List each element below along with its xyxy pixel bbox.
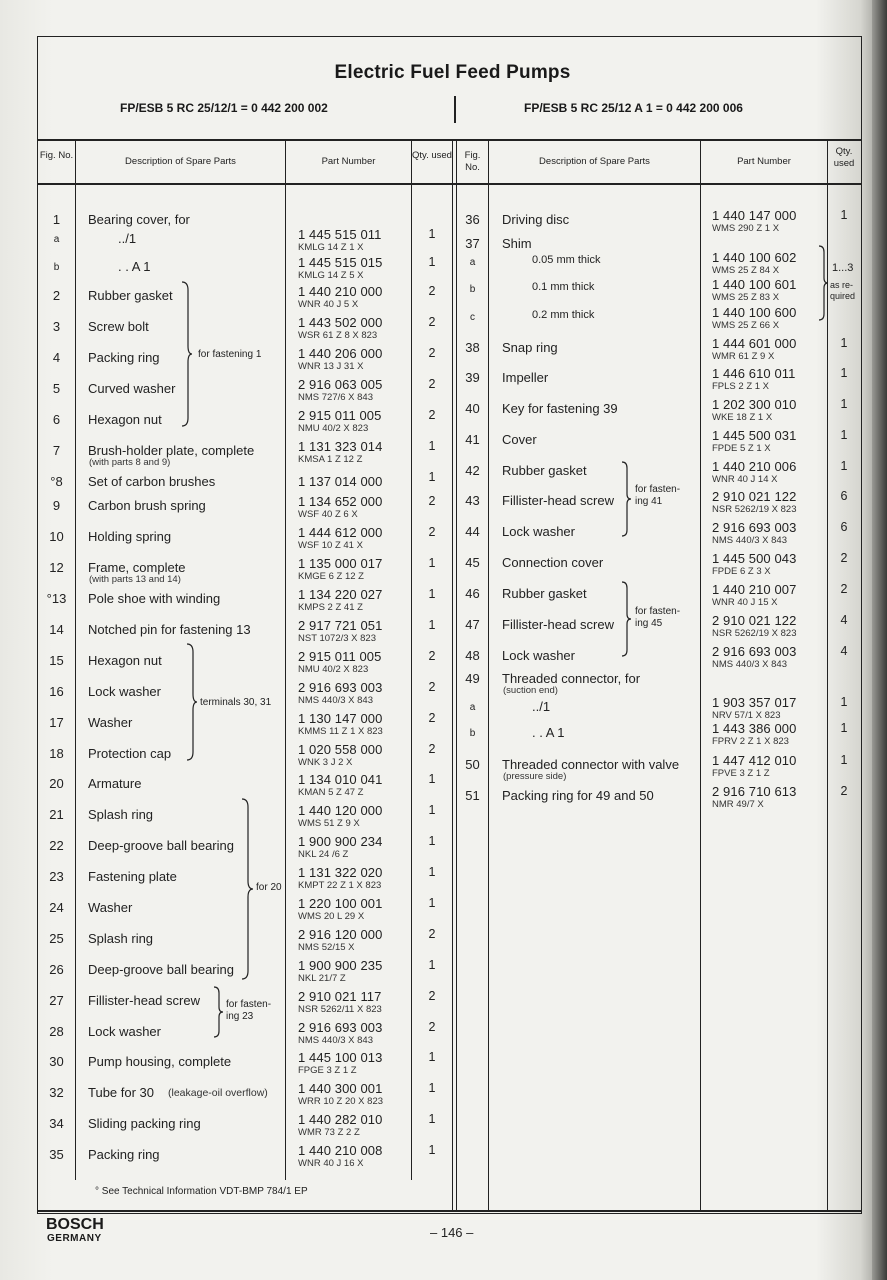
part-number: 1 444 612 000: [298, 525, 383, 540]
part-number: 1 443 502 000: [298, 315, 383, 330]
part-description: Snap ring: [502, 340, 558, 355]
fig-number: °13: [46, 591, 67, 606]
qty-used: 2: [840, 551, 848, 565]
part-code: WMS 25 Z 84 X: [712, 265, 780, 276]
qty-used: 1: [428, 958, 436, 972]
part-number: 1 020 558 000: [298, 742, 383, 757]
fig-number: 23: [49, 869, 64, 884]
part-code: NMS 440/3 X 843: [298, 695, 373, 706]
part-number: 1 440 100 601: [712, 277, 797, 292]
qty-used: 1: [428, 1081, 436, 1095]
part-description: Washer: [88, 900, 133, 915]
fig-number: 6: [52, 412, 61, 427]
fig-number: 7: [52, 443, 61, 458]
part-number: 1 130 147 000: [298, 711, 383, 726]
qty-used: 1: [840, 695, 848, 709]
part-number: 1 900 900 234: [298, 834, 383, 849]
part-description: Hexagon nut: [88, 653, 162, 668]
header-description-right: Description of Spare Parts: [539, 156, 650, 167]
part-description: Sliding packing ring: [88, 1116, 201, 1131]
part-description: Frame, complete: [88, 560, 186, 575]
part-description: Rubber gasket: [88, 288, 173, 303]
fig-number: °8: [50, 474, 63, 489]
part-number: 1 134 220 027: [298, 587, 383, 602]
qty-used: 2: [840, 784, 848, 798]
qty-used: 2: [428, 680, 436, 694]
part-description: Set of carbon brushes: [88, 474, 216, 489]
header-fig-no-left: Fig. No.: [39, 150, 74, 161]
fig-number: a: [469, 702, 476, 713]
part-description: ../1: [118, 231, 137, 246]
part-description: Bearing cover, for: [88, 212, 190, 227]
header-qty-left: Qty. used: [412, 150, 452, 161]
part-code: NMS 440/3 X 843: [298, 1035, 373, 1046]
qty-used: 1: [428, 1050, 436, 1064]
fig-number: c: [470, 312, 475, 323]
part-code: FPRV 2 Z 1 X 823: [712, 736, 789, 747]
qty-used: 1: [840, 753, 848, 767]
qty-used: 2: [428, 408, 436, 422]
brand-logo: BOSCH: [46, 1216, 104, 1233]
part-number: 2 910 021 117: [298, 989, 382, 1004]
part-number: 2 916 063 005: [298, 377, 383, 392]
fig-number: 40: [465, 401, 480, 416]
part-number: 2 916 693 003: [298, 1020, 383, 1035]
qty-used: 1: [428, 1112, 436, 1126]
fig-number: 21: [49, 807, 64, 822]
part-code: FPDE 5 Z 1 X: [712, 443, 771, 454]
part-code: WMS 20 L 29 X: [298, 911, 365, 922]
fig-number: 2: [52, 288, 61, 303]
part-number: 1 202 300 010: [712, 397, 797, 412]
part-number: 1 440 210 008: [298, 1143, 383, 1158]
fig-number: 24: [49, 900, 64, 915]
part-code: WMS 25 Z 83 X: [712, 292, 780, 303]
part-number: 1 131 323 014: [298, 439, 383, 454]
part-code: NKL 24 /6 Z: [298, 849, 349, 860]
qty-used: 1: [428, 255, 436, 269]
part-number: 1 444 601 000: [712, 336, 797, 351]
part-number: 1 440 147 000: [712, 208, 797, 223]
part-description: 0.2 mm thick: [532, 309, 595, 321]
fig-number: b: [469, 284, 476, 295]
fig-number: 42: [465, 463, 480, 478]
part-number: 1 440 210 006: [712, 459, 797, 474]
part-description: 0.05 mm thick: [532, 254, 601, 266]
part-description: Curved washer: [88, 381, 176, 396]
fig-number: 41: [465, 432, 480, 447]
qty-used: 1: [840, 336, 848, 350]
part-description: Threaded connector with valve: [502, 757, 680, 772]
part-code: WRR 10 Z 20 X 823: [298, 1096, 384, 1107]
part-number: 1 137 014 000: [298, 474, 383, 489]
part-code: NST 1072/3 X 823: [298, 633, 376, 644]
fig-number: 10: [49, 529, 64, 544]
part-description: Lock washer: [502, 524, 575, 539]
part-code: KMPS 2 Z 41 Z: [298, 602, 363, 613]
part-code: WKE 18 Z 1 X: [712, 412, 773, 423]
fig-number: 3: [52, 319, 61, 334]
fig-number: 26: [49, 962, 64, 977]
part-code: NMS 52/15 X: [298, 942, 355, 953]
group-label-fasten-23: for fasten- ing 23: [226, 999, 272, 1022]
part-description: Holding spring: [88, 529, 172, 544]
part-code: FPGE 3 Z 1 Z: [298, 1065, 357, 1076]
part-number: 1 440 282 010: [298, 1112, 383, 1127]
page-number: – 146 –: [430, 1225, 474, 1240]
part-code: NKL 21/7 Z: [298, 973, 346, 984]
qty-used: 1: [840, 366, 848, 380]
part-description: Deep-groove ball bearing: [88, 962, 234, 977]
part-number: 2 915 011 005: [298, 408, 382, 423]
shim-qty: 1...3: [832, 262, 854, 274]
part-number: 1 445 500 031: [712, 428, 797, 443]
part-description: Brush-holder plate, complete: [88, 443, 255, 458]
part-code: FPLS 2 Z 1 X: [712, 381, 770, 392]
part-code: FPVE 3 Z 1 Z: [712, 768, 770, 779]
part-description: Driving disc: [502, 212, 570, 227]
brace-shim: [817, 244, 829, 322]
group-label-fastening-1: for fastening 1: [198, 349, 262, 360]
qty-used: 1: [840, 721, 848, 735]
qty-used: 1: [428, 803, 436, 817]
fig-number: 45: [465, 555, 480, 570]
qty-used: 1: [428, 1143, 436, 1157]
part-description: Splash ring: [88, 931, 154, 946]
fig-number: 30: [49, 1054, 64, 1069]
qty-used: 2: [428, 742, 436, 756]
brace-for-20: [240, 797, 254, 983]
brace-fasten-41: [620, 460, 632, 538]
part-code: NMS 440/3 X 843: [712, 659, 787, 670]
part-description: Washer: [88, 715, 133, 730]
qty-used: 1: [840, 459, 848, 473]
part-description: Protection cap: [88, 746, 172, 761]
col-line: [700, 140, 701, 1212]
fig-number: a: [53, 234, 60, 245]
part-number: 2 915 011 005: [298, 649, 382, 664]
part-description: Tube for 30: [88, 1085, 155, 1100]
part-code: NMR 49/7 X: [712, 799, 764, 810]
part-description: Pole shoe with winding: [88, 591, 221, 606]
fig-number: 15: [49, 653, 64, 668]
fig-number: 49: [465, 671, 480, 686]
part-code: NMS 440/3 X 843: [712, 535, 787, 546]
fig-number: 50: [465, 757, 480, 772]
part-description: Packing ring for 49 and 50: [502, 788, 654, 803]
qty-used: 2: [428, 525, 436, 539]
qty-used: 1: [428, 772, 436, 786]
part-number: 1 440 206 000: [298, 346, 383, 361]
header-qty-right: Qty. used: [833, 146, 855, 169]
brace-fastening-1: [180, 280, 192, 430]
part-description-note: (pressure side): [503, 771, 567, 782]
fig-number: 5: [52, 381, 61, 396]
part-code: WSF 40 Z 6 X: [298, 509, 358, 520]
part-description: Fillister-head screw: [88, 993, 200, 1008]
qty-used: 2: [428, 494, 436, 508]
part-description: Pump housing, complete: [88, 1054, 232, 1069]
qty-used: 2: [428, 315, 436, 329]
part-code: WNR 13 J 31 X: [298, 361, 364, 372]
part-description: Rubber gasket: [502, 586, 587, 601]
part-code: KMPT 22 Z 1 X 823: [298, 880, 382, 891]
col-line: [285, 140, 286, 1180]
group-label-fasten-45: for fasten- ing 45: [635, 606, 681, 629]
qty-used: 4: [840, 644, 848, 658]
fig-number: 4: [52, 350, 61, 365]
part-description: Screw bolt: [88, 319, 149, 334]
part-description: Packing ring: [88, 1147, 160, 1162]
header-bottom-rule: [38, 183, 861, 185]
fig-number: 39: [465, 370, 480, 385]
group-label-fasten-41: for fasten- ing 41: [635, 484, 681, 507]
part-code: NRV 57/1 X 823: [712, 710, 781, 721]
qty-used: 1: [428, 556, 436, 570]
part-code: KMMS 11 Z 1 X 823: [298, 726, 383, 737]
qty-used: 1: [840, 208, 848, 222]
fig-number: 9: [52, 498, 61, 513]
part-number: 1 903 357 017: [712, 695, 797, 710]
header-top-rule: [38, 139, 861, 141]
fig-number: b: [53, 262, 60, 273]
fig-number: 22: [49, 838, 64, 853]
part-number: 2 910 021 122: [712, 489, 797, 504]
fig-number: 36: [465, 212, 480, 227]
part-description: Lock washer: [88, 1024, 161, 1039]
shim-qty-note: as re- quired: [830, 280, 856, 301]
part-description-note: (with parts 13 and 14): [89, 574, 181, 585]
part-description: . . A 1: [118, 259, 151, 274]
brace-terminals: [185, 642, 197, 764]
brand-country: GERMANY: [47, 1233, 102, 1244]
part-description: . . A 1: [532, 725, 565, 740]
part-code: NMS 727/6 X 843: [298, 392, 373, 403]
qty-used: 2: [428, 927, 436, 941]
part-code: KMLG 14 Z 1 X: [298, 242, 364, 253]
part-number: 1 440 210 007: [712, 582, 797, 597]
part-code: KMGE 6 Z 12 Z: [298, 571, 364, 582]
col-line: [452, 140, 453, 1212]
brace-fasten-23: [212, 985, 224, 1039]
part-description: Lock washer: [88, 684, 161, 699]
fig-number: 51: [465, 788, 480, 803]
fig-number: 20: [49, 776, 64, 791]
part-code: WNK 3 J 2 X: [298, 757, 353, 768]
fig-number: a: [469, 257, 476, 268]
part-description: Fillister-head screw: [502, 617, 614, 632]
part-number: 1 131 322 020: [298, 865, 383, 880]
header-part-number-left: Part Number: [321, 156, 376, 167]
subtitle-left: FP/ESB 5 RC 25/12/1 = 0 442 200 002: [120, 101, 328, 115]
fig-number: 34: [49, 1116, 64, 1131]
fig-number: 44: [465, 524, 480, 539]
fig-number: 16: [49, 684, 64, 699]
part-description: Notched pin for fastening 13: [88, 622, 251, 637]
qty-used: 2: [428, 346, 436, 360]
part-number: 2 917 721 051: [298, 618, 383, 633]
fig-number: 17: [49, 715, 64, 730]
part-code: NMU 40/2 X 823: [298, 423, 369, 434]
qty-used: 2: [428, 377, 436, 391]
part-number: 2 916 120 000: [298, 927, 383, 942]
fig-number: 38: [465, 340, 480, 355]
part-description: Fastening plate: [88, 869, 177, 884]
brace-fasten-45: [620, 580, 632, 658]
part-code: KMAN 5 Z 47 Z: [298, 787, 364, 798]
qty-used: 2: [428, 649, 436, 663]
part-code: WSF 10 Z 41 X: [298, 540, 363, 551]
part-description: Deep-groove ball bearing: [88, 838, 234, 853]
qty-used: 1: [428, 587, 436, 601]
part-code: FPDE 6 Z 3 X: [712, 566, 771, 577]
header-fig-no-right: Fig. No.: [464, 150, 481, 173]
fig-number: 28: [49, 1024, 64, 1039]
qty-used: 6: [840, 489, 848, 503]
header-description-left: Description of Spare Parts: [125, 156, 236, 167]
page-title: Electric Fuel Feed Pumps: [334, 62, 571, 83]
part-number: 1 445 100 013: [298, 1050, 383, 1065]
fig-number: 37: [465, 236, 480, 251]
fig-number: b: [469, 728, 476, 739]
page-edge-shadow: [872, 0, 887, 1280]
part-code: WNR 40 J 5 X: [298, 299, 359, 310]
part-description-note: (leakage-oil overflow): [168, 1087, 268, 1099]
qty-used: 2: [428, 1020, 436, 1034]
part-description: Lock washer: [502, 648, 575, 663]
part-number: 1 445 515 011: [298, 227, 382, 242]
part-code: WMS 25 Z 66 X: [712, 320, 780, 331]
part-number: 1 440 210 000: [298, 284, 383, 299]
fig-number: 47: [465, 617, 480, 632]
part-description: Key for fastening 39: [502, 401, 618, 416]
part-description: Threaded connector, for: [502, 671, 641, 686]
qty-used: 2: [840, 582, 848, 596]
part-description: Armature: [88, 776, 142, 791]
part-number: 1 446 610 011: [712, 366, 796, 381]
part-description: Splash ring: [88, 807, 154, 822]
qty-used: 1: [428, 865, 436, 879]
footnote: ° See Technical Information VDT-BMP 784/1 EP: [95, 1186, 308, 1197]
header-part-number-right: Part Number: [737, 156, 791, 167]
part-code: NSR 5262/11 X 823: [298, 1004, 382, 1015]
part-number: 2 916 710 613: [712, 784, 797, 799]
part-code: WSR 61 Z 8 X 823: [298, 330, 378, 341]
part-code: NSR 5262/19 X 823: [712, 628, 797, 639]
part-number: 1 134 010 041: [298, 772, 383, 787]
group-label-terminals: terminals 30, 31: [200, 697, 272, 708]
fig-number: 27: [49, 993, 64, 1008]
qty-used: 1: [428, 439, 436, 453]
part-description: Packing ring: [88, 350, 160, 365]
part-description: Connection cover: [502, 555, 604, 570]
part-description-note: (with parts 8 and 9): [89, 457, 171, 468]
part-number: 2 910 021 122: [712, 613, 797, 628]
fig-number: 1: [52, 212, 61, 227]
fig-number: 14: [49, 622, 64, 637]
part-code: KMLG 14 Z 5 X: [298, 270, 364, 281]
qty-used: 2: [428, 711, 436, 725]
group-label-for-20: for 20: [256, 882, 282, 893]
part-number: 1 440 100 600: [712, 305, 797, 320]
fig-number: 48: [465, 648, 480, 663]
part-description: Hexagon nut: [88, 412, 162, 427]
part-code: WNR 40 J 15 X: [712, 597, 778, 608]
part-description: Shim: [502, 236, 532, 251]
qty-used: 2: [428, 284, 436, 298]
part-number: 1 440 300 001: [298, 1081, 383, 1096]
part-number: 2 916 693 003: [298, 680, 383, 695]
part-number: 1 445 515 015: [298, 255, 383, 270]
part-number: 1 447 412 010: [712, 753, 797, 768]
part-code: WNR 40 J 16 X: [298, 1158, 364, 1169]
qty-used: 1: [428, 470, 436, 484]
qty-used: 1: [428, 227, 436, 241]
qty-used: 6: [840, 520, 848, 534]
part-description: Impeller: [502, 370, 549, 385]
part-description: Rubber gasket: [502, 463, 587, 478]
part-description: Cover: [502, 432, 537, 447]
subtitle-divider: [454, 96, 456, 123]
part-number: 1 443 386 000: [712, 721, 797, 736]
fig-number: 43: [465, 493, 480, 508]
part-description: Fillister-head screw: [502, 493, 614, 508]
bottom-rule: [38, 1210, 861, 1212]
subtitle-right: FP/ESB 5 RC 25/12 A 1 = 0 442 200 006: [524, 101, 743, 115]
part-number: 1 440 120 000: [298, 803, 383, 818]
fig-number: 25: [49, 931, 64, 946]
part-description: 0.1 mm thick: [532, 281, 595, 293]
part-code: WMS 51 Z 9 X: [298, 818, 360, 829]
part-number: 2 916 693 003: [712, 520, 797, 535]
part-number: 1 134 652 000: [298, 494, 383, 509]
part-code: WMR 73 Z 2 Z: [298, 1127, 360, 1138]
part-code: NMU 40/2 X 823: [298, 664, 369, 675]
part-number: 1 220 100 001: [298, 896, 383, 911]
qty-used: 1: [428, 834, 436, 848]
qty-used: 1: [840, 397, 848, 411]
part-description: ../1: [532, 699, 551, 714]
part-number: 1 445 500 043: [712, 551, 797, 566]
part-number: 1 900 900 235: [298, 958, 383, 973]
qty-used: 1: [428, 618, 436, 632]
fig-number: 18: [49, 746, 64, 761]
part-code: NSR 5262/19 X 823: [712, 504, 797, 515]
part-code: WMS 290 Z 1 X: [712, 223, 780, 234]
qty-used: 2: [428, 989, 436, 1003]
part-number: 1 440 100 602: [712, 250, 797, 265]
part-number: 2 916 693 003: [712, 644, 797, 659]
part-code: KMSA 1 Z 12 Z: [298, 454, 363, 465]
part-description-note: (suction end): [503, 685, 558, 696]
qty-used: 1: [840, 428, 848, 442]
fig-number: 46: [465, 586, 480, 601]
part-number: 1 135 000 017: [298, 556, 383, 571]
part-code: WMR 61 Z 9 X: [712, 351, 775, 362]
fig-number: 12: [49, 560, 64, 575]
part-code: WNR 40 J 14 X: [712, 474, 778, 485]
qty-used: 1: [428, 896, 436, 910]
fig-number: 35: [49, 1147, 64, 1162]
qty-used: 4: [840, 613, 848, 627]
part-description: Carbon brush spring: [88, 498, 206, 513]
fig-number: 32: [49, 1085, 64, 1100]
col-line: [488, 140, 489, 1212]
col-line: [75, 140, 76, 1180]
